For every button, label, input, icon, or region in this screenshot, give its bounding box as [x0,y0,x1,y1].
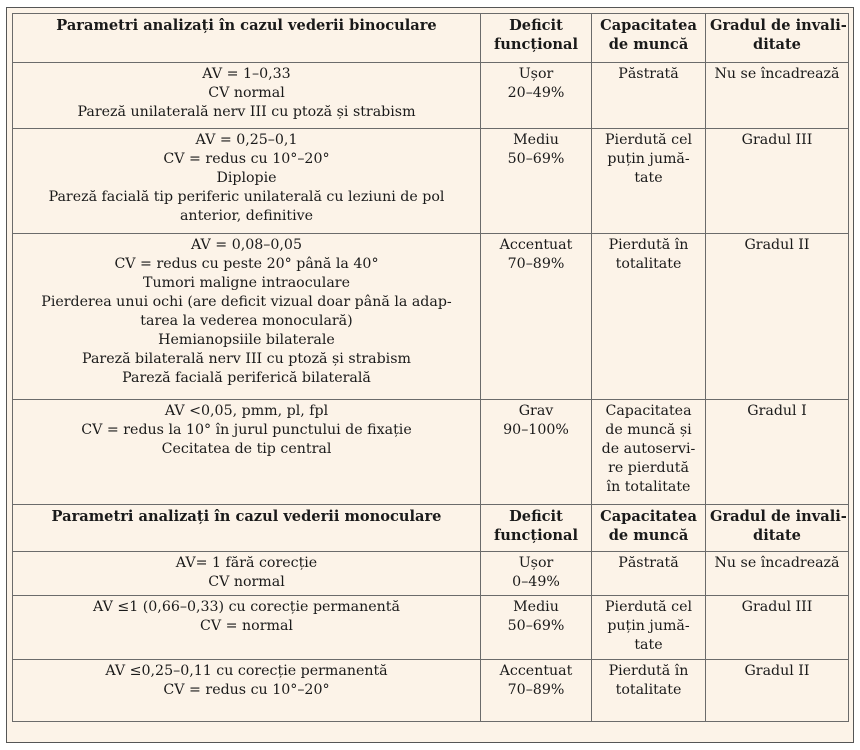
deficit-cell: Grav 90–100% [481,400,592,505]
params-cell: AV <0,05, pmm, pl, fpl CV = redus la 10° în jurul punctului de fixație Cecitatea de tip central [13,400,481,505]
grade-cell: Gradul II [706,234,849,400]
capacity-cell: Pierdută cel puțin jumă- tate [592,129,706,234]
disability-table [12,13,849,722]
grade-cell: Gradul III [706,596,849,660]
grade-cell: Nu se încadrează [706,63,849,129]
capacity-cell: Capacitatea de muncă și de autoservi- re pierdută în totalitate [592,400,706,505]
capacity-cell: Pierdută în totalitate [592,234,706,400]
table-frame [6,7,854,743]
table-row [13,596,849,660]
params-cell: AV ≤0,25–0,11 cu corecție permanentă CV = redus cu 10°–20° [13,660,481,722]
grade-cell: Gradul III [706,129,849,234]
deficit-cell: Mediu 50–69% [481,129,592,234]
params-cell: AV = 0,08–0,05 CV = redus cu peste 20° până la 40° Tumori maligne intraoculare Pierderea unui ochi (are deficit vizual doar până la adap- tarea la vederea monoculară) Hemianopsiile bilaterale Pareză bilaterală nerv III cu ptoză și strabism Pareză facială periferică bilaterală [13,234,481,400]
table-row [13,63,849,129]
deficit-cell: Mediu 50–69% [481,596,592,660]
capacity-cell: Pierdută cel puțin jumă- tate [592,596,706,660]
binocular-capacity-header: Capacitatea de muncă [592,14,706,63]
monocular-header-row [13,505,849,552]
capacity-cell: Păstrată [592,552,706,596]
monocular-grade-header: Gradul de invali- ditate [706,505,849,552]
binocular-deficit-header: Deficit funcțional [481,14,592,63]
deficit-cell: Accentuat 70–89% [481,234,592,400]
binocular-grade-header: Gradul de invali- ditate [706,14,849,63]
grade-cell: Gradul II [706,660,849,722]
table-row [13,552,849,596]
monocular-param-header: Parametri analizați în cazul vederii monoculare [13,505,481,552]
table-row [13,234,849,400]
monocular-capacity-header: Capacitatea de muncă [592,505,706,552]
binocular-header-row [13,14,849,63]
deficit-cell: Ușor 20–49% [481,63,592,129]
capacity-cell: Păstrată [592,63,706,129]
params-cell: AV ≤1 (0,66–0,33) cu corecție permanentă CV = normal [13,596,481,660]
params-cell: AV= 1 fără corecție CV normal [13,552,481,596]
table-row [13,660,849,722]
table-row [13,400,849,505]
binocular-param-header: Parametri analizați în cazul vederii binoculare [13,14,481,63]
deficit-cell: Accentuat 70–89% [481,660,592,722]
params-cell: AV = 0,25–0,1 CV = redus cu 10°–20° Diplopie Pareză facială tip periferic unilaterală cu leziuni de pol anterior, definitive [13,129,481,234]
capacity-cell: Pierdută în totalitate [592,660,706,722]
monocular-deficit-header: Deficit funcțional [481,505,592,552]
grade-cell: Nu se încadrează [706,552,849,596]
deficit-cell: Ușor 0–49% [481,552,592,596]
params-cell: AV = 1–0,33 CV normal Pareză unilaterală nerv III cu ptoză și strabism [13,63,481,129]
grade-cell: Gradul I [706,400,849,505]
table-row [13,129,849,234]
